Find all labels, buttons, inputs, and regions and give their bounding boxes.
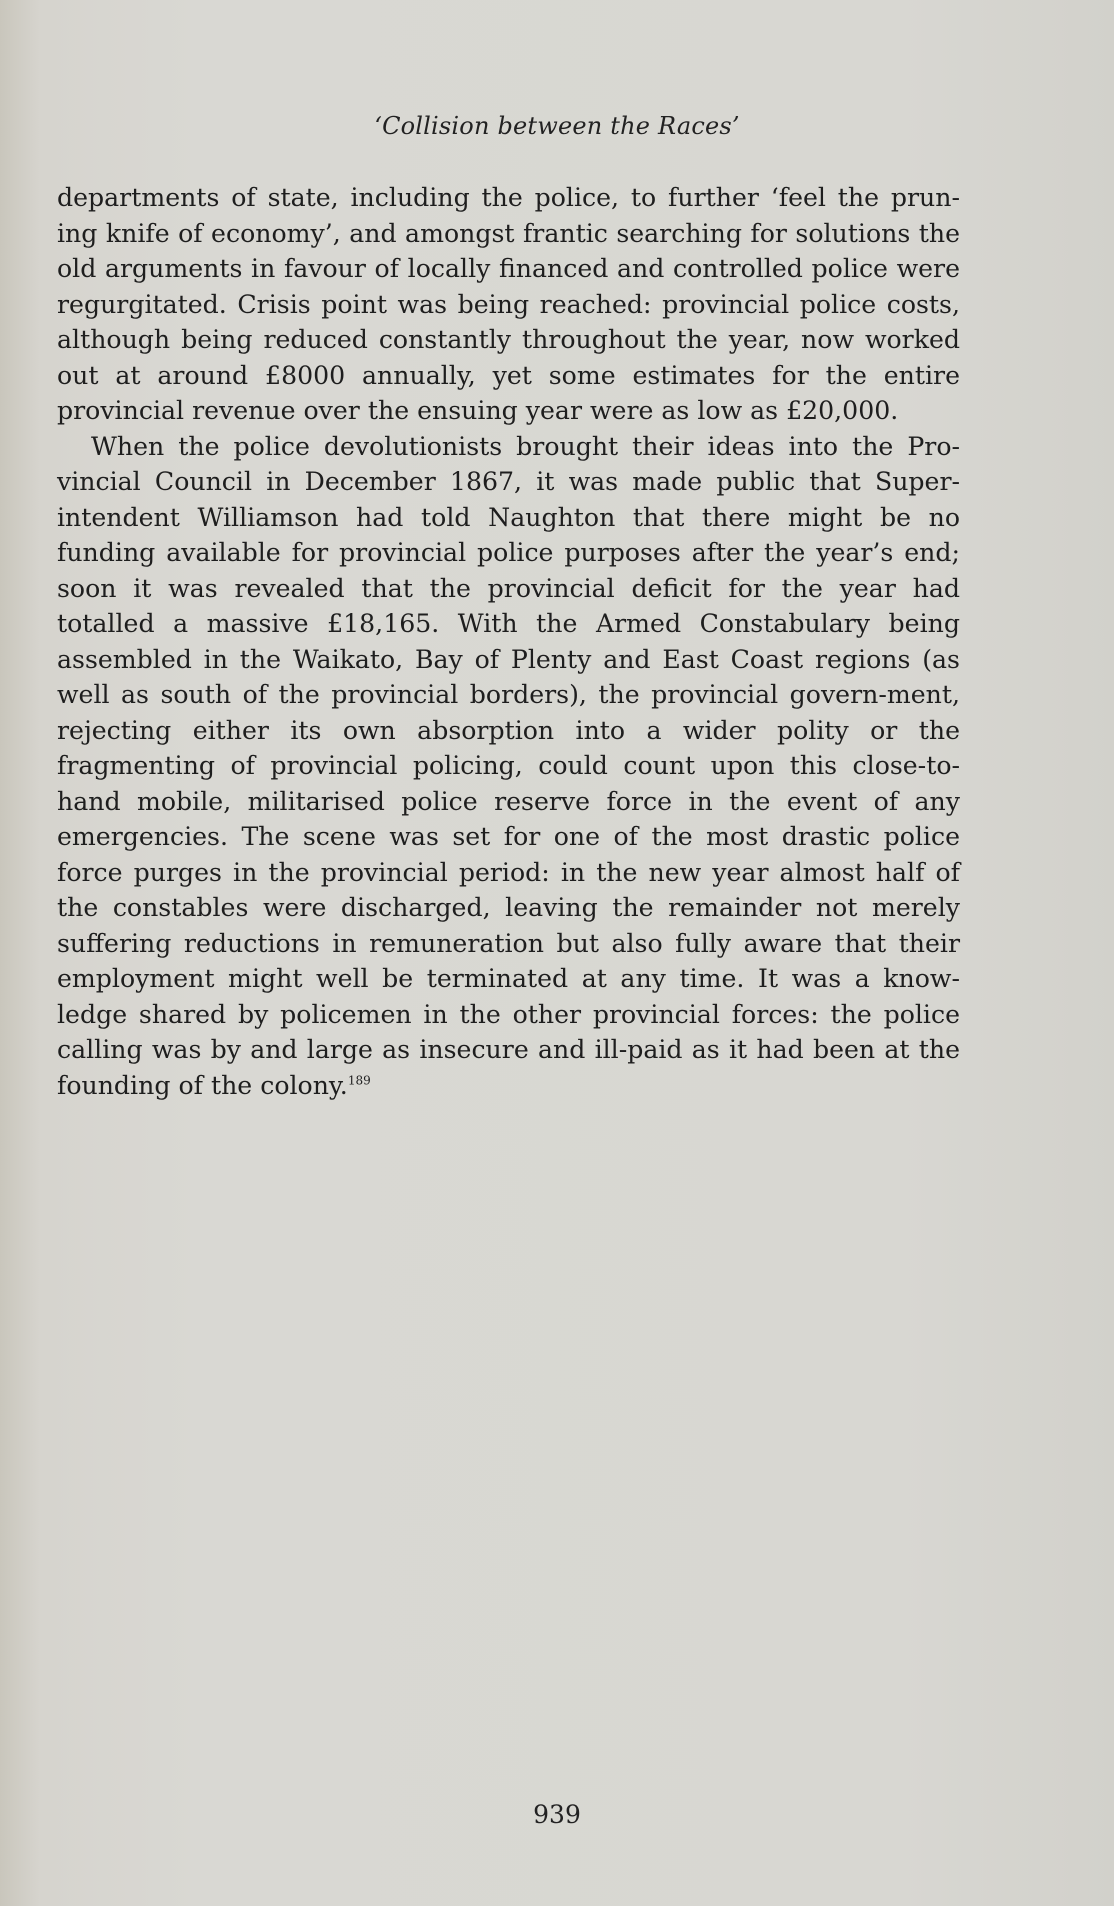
paragraph-2 (57, 429, 960, 1104)
page-number: 939 (533, 1800, 581, 1829)
footnote-reference: 189 (347, 1073, 371, 1088)
running-head: ‘Collision between the Races’ (374, 112, 740, 140)
paragraph-2-text: When the police devolutionists brought their ideas into the Pro-vincial Council in December 1867, it was made public that Super-intendent Williamson had told Naughton that there might be no funding available for provincial police purposes after the year’s end; soon it was revealed that the provincial deficit for the year had totalled a massive £18,165. With the Armed Constabulary being assembled in the Waikato, Bay of Plenty and East Coast regions (as well as south of the provincial borders), the provincial govern-ment, rejecting either its own absorption into a wider polity or the fragmenting of provincial policing, could count upon this close-to-hand mobile, militarised police reserve force in the event of any emergencies. The scene was set for one of the most drastic police force purges in the provincial period: in the new year almost half of the constables were discharged, leaving the remainder not merely suffering reductions in remuneration but also fully aware that their employment might well be terminated at any time. It was a know-ledge shared by policemen in the other provincial forces: the police calling was by and large as insecure and ill-paid as it had been at the founding of the colony. (57, 431, 960, 1100)
paragraph-1 (57, 180, 960, 429)
paragraph-1-text: departments of state, including the police, to further ‘feel the prun-ing knife of economy’, and amongst frantic searching for solutions the old arguments in favour of locally financed and controlled police were regurgitated. Crisis point was being reached: provincial police costs, although being reduced constantly throughout the year, now worked out at around £8000 annually, yet some estimates for the entire provincial revenue over the ensuing year were as low as £20,000. (57, 183, 960, 425)
body-text (57, 180, 960, 1103)
